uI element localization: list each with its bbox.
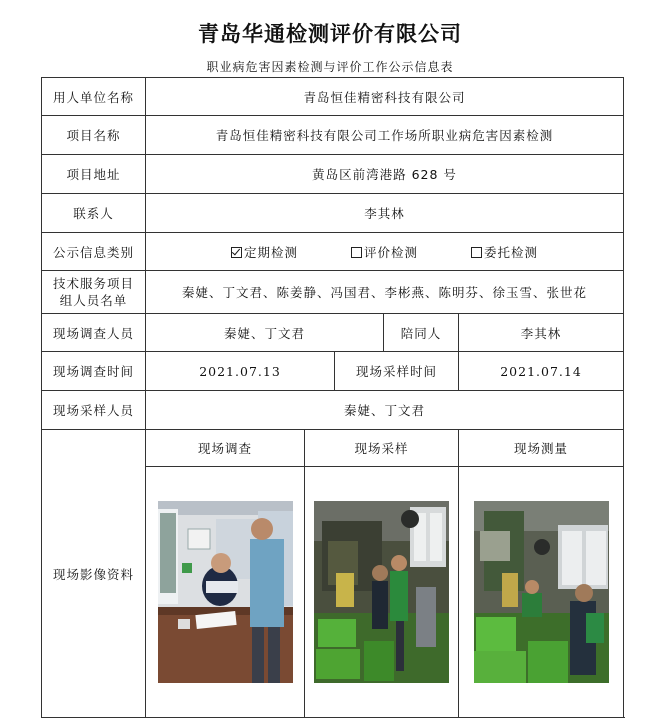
sampling-photo: [314, 501, 449, 683]
images-label: 现场影像资料: [42, 430, 146, 718]
survey-photo-image: [158, 501, 293, 683]
tech-staff-label-line2: 组人员名单: [59, 293, 128, 308]
sampling-time-label: 现场采样时间: [335, 352, 459, 391]
sampling-staff-value: 秦婕、丁文君: [146, 391, 624, 430]
category-options: [146, 233, 624, 271]
option-periodic-label: 定期检测: [244, 244, 299, 260]
contact-value: 李其林: [146, 194, 624, 233]
measurement-photo-cell: [459, 467, 624, 718]
measurement-photo: [474, 501, 609, 683]
measurement-photo-image: [474, 501, 609, 683]
sampling-time-value: 2021.07.14: [459, 352, 624, 391]
tech-staff-value: 秦婕、丁文君、陈姜静、冯国君、李彬燕、陈明芬、徐玉雪、张世花: [146, 271, 624, 314]
unchecked-box-icon[interactable]: [351, 247, 362, 258]
option-periodic[interactable]: [231, 243, 298, 261]
row-survey-staff: [42, 314, 624, 352]
option-evaluation-label: 评价检测: [364, 244, 419, 260]
project-name-value: 青岛恒佳精密科技有限公司工作场所职业病危害因素检测: [146, 116, 624, 155]
row-tech-staff: [42, 271, 624, 314]
row-image-headers: [42, 430, 624, 467]
sampling-photo-image: [314, 501, 449, 683]
survey-photo: [158, 501, 293, 683]
survey-time-value: 2021.07.13: [146, 352, 335, 391]
option-commissioned[interactable]: [471, 243, 538, 261]
checked-box-icon[interactable]: [231, 247, 242, 258]
survey-staff-label: 现场调查人员: [42, 314, 146, 352]
escort-value: 李其林: [459, 314, 624, 352]
employer-value: 青岛恒佳精密科技有限公司: [146, 78, 624, 116]
company-title: 青岛华通检测评价有限公司: [198, 22, 462, 46]
sampling-staff-label: 现场采样人员: [42, 391, 146, 430]
image-col-sampling: 现场采样: [305, 430, 459, 467]
employer-label: 用人单位名称: [42, 78, 146, 116]
project-address-value: 黄岛区前湾港路 628 号: [146, 155, 624, 194]
project-name-label: 项目名称: [42, 116, 146, 155]
sampling-photo-cell: [305, 467, 459, 718]
survey-staff-value: 秦婕、丁文君: [146, 314, 384, 352]
contact-label: 联系人: [42, 194, 146, 233]
survey-photo-cell: [146, 467, 305, 718]
row-employer: [42, 78, 624, 116]
row-sampling-staff: [42, 391, 624, 430]
row-category: [42, 233, 624, 271]
project-address-label: 项目地址: [42, 155, 146, 194]
escort-label: 陪同人: [384, 314, 459, 352]
row-contact: [42, 194, 624, 233]
survey-time-label: 现场调查时间: [42, 352, 146, 391]
category-label: 公示信息类别: [42, 233, 146, 271]
option-evaluation[interactable]: [351, 243, 418, 261]
image-col-survey: 现场调查: [146, 430, 305, 467]
info-table: [41, 77, 624, 718]
row-survey-time: [42, 352, 624, 391]
tech-staff-label-line1: 技术服务项目: [52, 276, 134, 291]
form-subtitle: 职业病危害因素检测与评价工作公示信息表: [206, 60, 454, 74]
row-project-name: [42, 116, 624, 155]
unchecked-box-icon[interactable]: [471, 247, 482, 258]
image-col-measurement: 现场测量: [459, 430, 624, 467]
row-project-address: [42, 155, 624, 194]
option-commissioned-label: 委托检测: [484, 244, 539, 260]
tech-staff-label: [42, 271, 146, 314]
